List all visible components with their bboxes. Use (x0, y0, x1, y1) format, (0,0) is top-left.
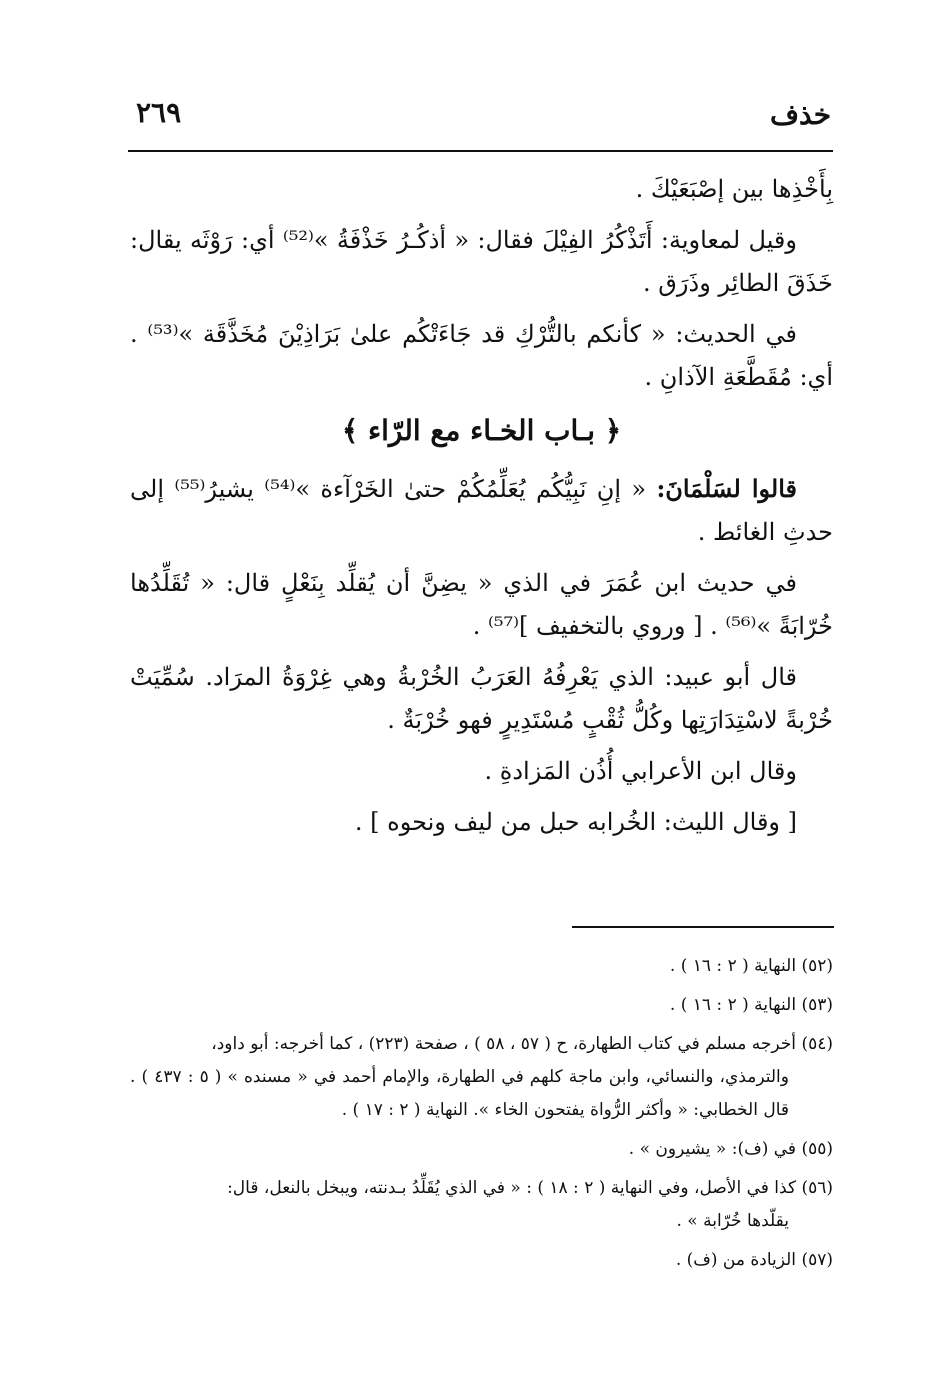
paragraph-4-lead: قالوا لسَلْمَانَ: (656, 474, 798, 503)
paragraph-5: في حديث ابن عُمَرَ في الذي « يضِنَّ أن يُقلِّد بِنَعْلٍ قال: « تُقَلِّدُها خُرّابَةً »⁽⁵⁶⁾ . [ وروي بالتخفيف ]⁽⁵⁷⁾ . (130, 569, 833, 640)
page-number: ٢٦٩ (136, 96, 182, 129)
paragraph-3: في الحديث: « كأنكم بالتُّرْكِ قد جَاءَتْكُم علىٰ بَرَاذِيْنَ مُخَذَّقَة »⁽⁵³⁾ . أي: مُقَطَّعَةِ الآذانِ . (130, 320, 833, 391)
footnote-separator (572, 926, 834, 928)
footnote-text: أخرجه مسلم في كتاب الطهارة، ح ( ٥٧ ، ٥٨ ) ، صفحة (٢٢٣) ، كما أخرجه: أبو داود، (211, 1034, 797, 1054)
footnote-text: النهاية ( ٢ : ١٦ ) . (669, 995, 797, 1015)
paragraph-4-text: « إنِ نَبِيُّكُم يُعَلِّمُكُمْ حتىٰ الخَرْآءة »⁽⁵⁴⁾ يشيرُ⁽⁵⁵⁾ إلى حدثِ الغائط . (130, 475, 833, 546)
paragraph-6: قال أبو عبيد: الذي يَعْرِفُهُ العَرَبُ الخُرْبةُ وهي غِرْوَةُ المرَاد. سُمِّيَتْ خُرْبةً لاسْتِدَارَتِها وكُلُّ ثُقْبٍ مُسْتَدِيرٍ فهو خُرْبَةٌ . (130, 663, 833, 734)
footnote-number: (٥٣) (801, 995, 833, 1015)
paragraph-1: بِأَخْذِها بين إصْبَعَيْكَ . (635, 175, 833, 203)
paragraph-4 (130, 467, 833, 554)
footnote-number: (٥٤) (801, 1034, 833, 1054)
footnote-number: (٥٥) (801, 1139, 833, 1159)
page-header (128, 92, 833, 152)
footnotes (130, 950, 833, 1283)
footnote-text: في (ف): « يشيرون » . (628, 1139, 797, 1159)
footnote-text: كذا في الأصل، وفي النهاية ( ٢ : ١٨ ) : « في الذي يُقَلِّدُ بـدنته، ويبخل بالنعل، قال: (227, 1178, 797, 1198)
paragraph-2: وقيل لمعاوية: أَتَذْكُرُ الفِيْلَ فقال: « أذكُـرُ خَذْفَةُ »⁽⁵²⁾ أي: رَوْثَه يقال: خَذَقَ الطائِر وذَرَق . (130, 226, 833, 297)
main-text (130, 168, 833, 852)
footnote-53 (130, 989, 833, 1022)
footnote-text: الزيادة من (ف) . (675, 1250, 797, 1270)
footnote-55 (130, 1133, 833, 1166)
paragraph-8: [ وقال الليث: الخُرابه حبل من ليف ونحوه ] . (354, 808, 797, 836)
footnote-text: النهاية ( ٢ : ١٦ ) . (669, 956, 797, 976)
paragraph-7: وقال ابن الأعرابي أُذُن المَزادةِ . (484, 757, 797, 785)
footnote-52 (130, 950, 833, 983)
footnote-57 (130, 1244, 833, 1277)
footnote-number: (٥٦) (801, 1178, 833, 1198)
section-title: ﴿ بـاب الخـاء مع الرّاء ﴾ (341, 414, 622, 447)
footnote-continuation: والترمذي، والنسائي، وابن ماجة كلهم في الطهارة، والإمام أحمد في « مسنده » ( ٥ : ٤٣٧ ) . قال الخطابي: « وأكثر الرُّواة يفتحون الخاء ». النهاية ( ٢ : ١٧ ) . (130, 1067, 789, 1120)
footnote-continuation: يقلّدها خُرّابة » . (676, 1211, 789, 1231)
footnote-54 (130, 1028, 833, 1127)
running-head: خذف (769, 98, 831, 131)
footnote-number: (٥٢) (801, 956, 833, 976)
footnote-number: (٥٧) (801, 1250, 833, 1270)
footnote-56 (130, 1172, 833, 1238)
